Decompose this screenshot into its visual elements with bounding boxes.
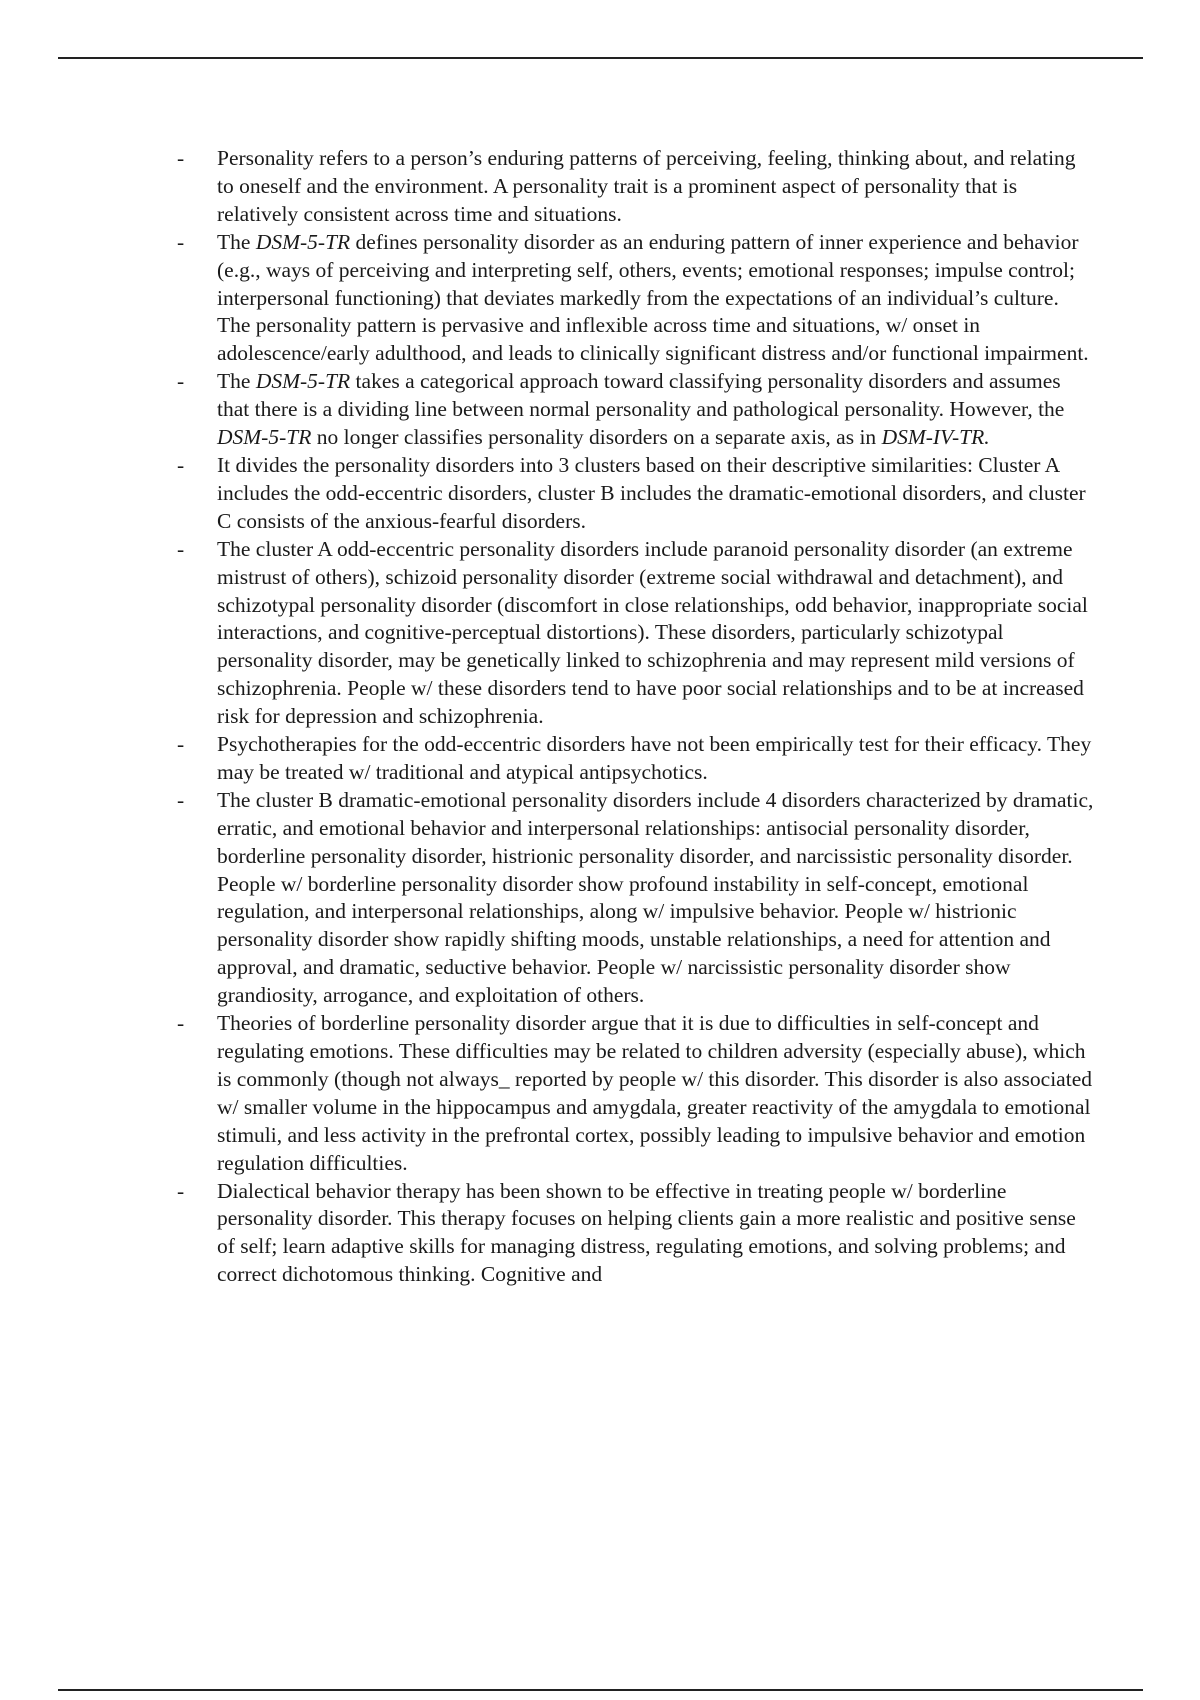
bullet-dash: -	[177, 146, 185, 170]
bullet-dash: -	[177, 1178, 185, 1203]
item-text: The	[217, 369, 256, 394]
list-item	[177, 536, 1097, 731]
list-item	[177, 731, 1097, 787]
bullet-dash: -	[177, 229, 185, 254]
list-item	[177, 229, 1097, 369]
item-text-italic: DSM-IV-TR.	[881, 425, 990, 450]
item-text-italic: DSM-5-TR	[255, 229, 351, 254]
list-item	[177, 452, 1097, 536]
item-text: It divides the personality disorders into 3 clusters based on their descriptive similarities: Cluster A includes the odd-eccentric disorders, cluster B includes the dramatic-emotional disorders, and cluster C consists of the anxious-fearful disorders.	[217, 452, 1086, 533]
item-text: defines personality disorder as an enduring pattern of inner experience and behavior (e.g., ways of perceiving and interpreting self, others, events; emotional responses; impulse control; interpersonal functioning) that deviates markedly from the expectations of an individual’s culture. The personality pattern is pervasive and inflexible across time and situations, w/ onset in adolescence/early adulthood, and leads to clinically significant distress and/or functional impairment.	[217, 229, 1089, 366]
bullet-dash: -	[177, 732, 185, 757]
bullet-dash: -	[177, 1011, 185, 1036]
item-text: Personality refers to a person’s enduring patterns of perceiving, feeling, thinking about, and relating to oneself and the environment. A personality trait is a prominent aspect of personality that is relatively consistent across time and situations.	[217, 146, 1076, 226]
bottom-rule	[58, 1689, 1143, 1691]
item-text: no longer classifies personality disorders on a separate axis, as in	[311, 425, 882, 450]
bullet-list	[177, 145, 1097, 1289]
item-text: Psychotherapies for the odd-eccentric disorders have not been empirically test for their efficacy. They may be treated w/ traditional and atypical antipsychotics.	[217, 732, 1092, 784]
list-item	[177, 145, 1097, 229]
bullet-dash: -	[177, 452, 185, 477]
item-text: takes a categorical approach toward classifying personality disorders and assumes that there is a dividing line between normal personality and pathological personality. However, the	[217, 369, 1065, 422]
item-text: The cluster A odd-eccentric personality disorders include paranoid personality disorder (an extreme mistrust of others), schizoid personality disorder (extreme social withdrawal and detachment), and schizotypal personality disorder (discomfort in close relationships, odd behavior, inappropriate social interactions, and cognitive-perceptual distortions). These disorders, particularly schizotypal personality disorder, may be genetically linked to schizophrenia and may represent mild versions of schizophrenia. People w/ these disorders tend to have poor social relationships and to be at increased risk for depression and schizophrenia.	[217, 536, 1088, 729]
bullet-dash: -	[177, 536, 185, 561]
item-text-italic: DSM-5-TR	[255, 369, 351, 394]
list-item	[177, 1178, 1097, 1290]
item-text: Theories of borderline personality disorder argue that it is due to difficulties in self-concept and regulating emotions. These difficulties may be related to children adversity (especially abuse), which is commonly (though not always_ reported by people w/ this disorder. This disorder is also associated w/ smaller volume in the hippocampus and amygdala, greater reactivity of the amygdala to emotional stimuli, and less activity in the prefrontal cortex, possibly leading to impulsive behavior and emotion regulation difficulties.	[217, 1011, 1092, 1175]
item-text: Dialectical behavior therapy has been shown to be effective in treating people w/ borderline personality disorder. This therapy focuses on helping clients gain a more realistic and positive sense of self; learn adaptive skills for managing distress, regulating emotions, and solving problems; and correct dichotomous thinking. Cognitive and	[217, 1178, 1076, 1287]
bullet-dash: -	[177, 369, 185, 394]
item-text-italic: DSM-5-TR	[217, 425, 312, 450]
bullet-dash: -	[177, 787, 185, 812]
item-text: The cluster B dramatic-emotional personality disorders include 4 disorders characterized by dramatic, erratic, and emotional behavior and interpersonal relationships: antisocial personality disorder, borderline personality disorder, histrionic personality disorder, and narcissistic personality disorder. People w/ borderline personality disorder show profound instability in self-concept, emotional regulation, and interpersonal relationships, along w/ impulsive behavior. People w/ histrionic personality disorder show rapidly shifting moods, unstable relationships, a need for attention and approval, and dramatic, seductive behavior. People w/ narcissistic personality disorder show grandiosity, arrogance, and exploitation of others.	[217, 787, 1094, 1008]
item-text: The	[217, 229, 256, 254]
list-item	[177, 787, 1097, 1010]
list-item	[177, 1010, 1097, 1177]
top-rule	[58, 57, 1143, 59]
list-item	[177, 368, 1097, 452]
document-body	[177, 145, 1097, 1289]
